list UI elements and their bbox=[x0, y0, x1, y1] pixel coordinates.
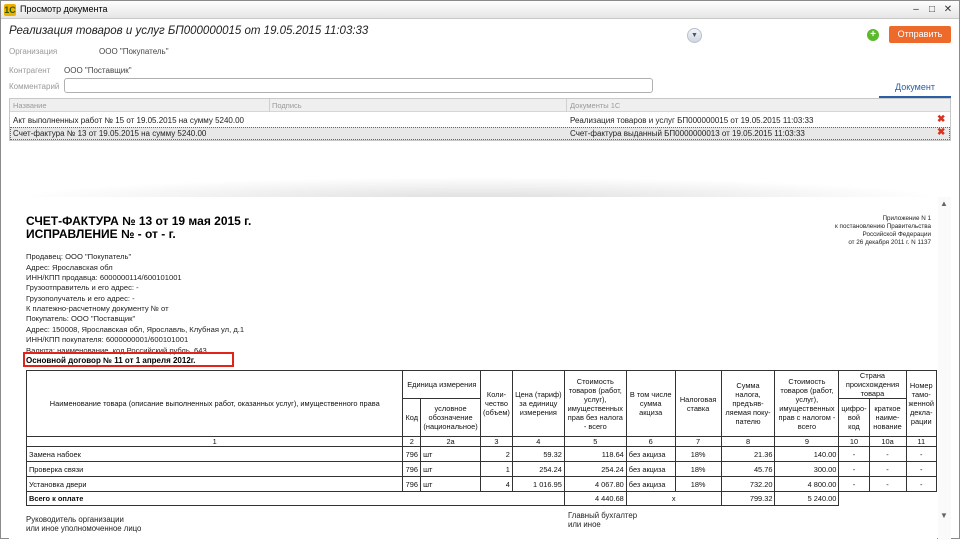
comment-label: Комментарий bbox=[9, 82, 60, 91]
column-number: 7 bbox=[675, 437, 721, 447]
column-number: 8 bbox=[721, 437, 775, 447]
item-unit-code: 796 bbox=[403, 477, 421, 492]
item-country-name: - bbox=[869, 447, 906, 462]
tab-document[interactable]: Документ bbox=[879, 82, 951, 98]
appendix-line: Российской Федерации bbox=[862, 231, 931, 238]
column-number: 10а bbox=[869, 437, 906, 447]
delete-icon[interactable]: ✖ bbox=[937, 127, 946, 138]
delete-icon[interactable]: ✖ bbox=[937, 114, 946, 125]
documents-grid bbox=[9, 98, 951, 141]
row-doc[interactable]: Реализация товаров и услуг БП000000015 от 19.05.2015 11:03:33 bbox=[570, 116, 814, 125]
item-country-name: - bbox=[869, 477, 906, 492]
item-qty: 4 bbox=[481, 477, 513, 492]
scroll-down-icon[interactable]: ▼ bbox=[940, 511, 948, 520]
item-unit-name: шт bbox=[421, 447, 481, 462]
item-tax: 45.76 bbox=[721, 462, 775, 477]
invoice-title bbox=[26, 215, 251, 241]
item-rate: 18% bbox=[675, 462, 721, 477]
item-customs: - bbox=[906, 462, 937, 477]
chevron-down-icon[interactable]: ▼ bbox=[687, 28, 702, 43]
sign-head bbox=[26, 515, 141, 533]
organization-label: Организация bbox=[9, 47, 58, 56]
item-excise: без акциза bbox=[626, 477, 675, 492]
column-number: 10 bbox=[839, 437, 869, 447]
send-button[interactable]: Отправить bbox=[889, 26, 951, 43]
table-row bbox=[27, 447, 937, 462]
invoice-correction-line: ИСПРАВЛЕНИЕ № - от - г. bbox=[26, 227, 176, 241]
total-x: х bbox=[626, 492, 721, 506]
column-number: 2а bbox=[421, 437, 481, 447]
title-bar bbox=[1, 1, 959, 19]
consignee: Грузополучатель и его адрес: - bbox=[26, 294, 135, 303]
buyer-address: Адрес: 150008, Ярославская обл, Ярославль, Клубная ул, д.1 bbox=[26, 325, 245, 334]
item-total: 300.00 bbox=[775, 462, 839, 477]
item-price: 59.32 bbox=[512, 447, 564, 462]
table-row[interactable] bbox=[10, 114, 950, 127]
buyer: Покупатель: ООО "Поставщик" bbox=[26, 314, 136, 323]
close-button[interactable]: ✕ bbox=[943, 4, 953, 15]
column-number: 1 bbox=[27, 437, 403, 447]
item-excise: без акциза bbox=[626, 447, 675, 462]
header-price: Цена (тариф) за единицу измерения bbox=[512, 371, 564, 437]
preview-scrollbar[interactable] bbox=[938, 197, 951, 540]
table-row bbox=[27, 462, 937, 477]
total-row bbox=[27, 492, 937, 506]
item-qty: 1 bbox=[481, 462, 513, 477]
invoice-appendix-note bbox=[781, 215, 931, 247]
item-price: 254.24 bbox=[512, 462, 564, 477]
item-qty: 2 bbox=[481, 447, 513, 462]
item-country-name: - bbox=[869, 462, 906, 477]
sign-accountant bbox=[568, 511, 637, 529]
seller: Продавец: ООО "Покупатель" bbox=[26, 252, 132, 261]
invoice-preview[interactable] bbox=[9, 197, 937, 540]
payment-doc: К платежно-расчетному документу № от bbox=[26, 304, 169, 313]
header-country: Страна происхождения товара bbox=[839, 371, 906, 399]
item-unit-name: шт bbox=[421, 462, 481, 477]
table-row[interactable] bbox=[10, 127, 950, 140]
header-country-code: цифро-вой код bbox=[839, 399, 869, 437]
item-name: Проверка связи bbox=[27, 462, 403, 477]
item-cost: 118.64 bbox=[564, 447, 626, 462]
window-title: Просмотр документа bbox=[20, 4, 108, 14]
item-customs: - bbox=[906, 447, 937, 462]
item-total: 4 800.00 bbox=[775, 477, 839, 492]
add-icon[interactable]: + bbox=[867, 29, 879, 41]
grid-header-name[interactable]: Название bbox=[13, 101, 47, 110]
column-number: 11 bbox=[906, 437, 937, 447]
sign-head-line: Руководитель организации bbox=[26, 515, 124, 524]
buyer-inn: ИНН/КПП покупателя: 6000000001/600101001 bbox=[26, 335, 189, 344]
header-unit: Единица измерения bbox=[403, 371, 481, 399]
item-excise: без акциза bbox=[626, 462, 675, 477]
item-unit-code: 796 bbox=[403, 447, 421, 462]
item-name: Установка двери bbox=[27, 477, 403, 492]
header-name: Наименование товара (описание выполненных работ, оказанных услуг), имущественного права bbox=[27, 371, 403, 437]
item-rate: 18% bbox=[675, 477, 721, 492]
item-name: Замена набоек bbox=[27, 447, 403, 462]
row-name: Счет-фактура № 13 от 19.05.2015 на сумму 5240.00 bbox=[13, 129, 207, 138]
header-qty: Коли-чество (объем) bbox=[481, 371, 513, 437]
header-unit-code: Код bbox=[403, 399, 421, 437]
header-customs: Номер тамо-женной декла-рации bbox=[906, 371, 937, 437]
total-empty bbox=[839, 492, 937, 506]
item-tax: 732.20 bbox=[721, 477, 775, 492]
header-tax: Сумма налога, предъяв-ляемая поку-пателю bbox=[721, 371, 775, 437]
item-total: 140.00 bbox=[775, 447, 839, 462]
item-country-code: - bbox=[839, 462, 869, 477]
seller-address: Адрес: Ярославская обл bbox=[26, 263, 113, 272]
header-cost: Стоимость товаров (работ, услуг), имущественных прав без налога - всего bbox=[564, 371, 626, 437]
column-number: 6 bbox=[626, 437, 675, 447]
item-cost: 254.24 bbox=[564, 462, 626, 477]
total-tax: 799.32 bbox=[721, 492, 775, 506]
item-customs: - bbox=[906, 477, 937, 492]
preview-divider-shadow bbox=[9, 177, 951, 199]
header-excise: В том числе сумма акциза bbox=[626, 371, 675, 437]
item-country-code: - bbox=[839, 447, 869, 462]
scroll-up-icon[interactable]: ▲ bbox=[940, 199, 948, 208]
header-country-name: краткое наиме-нование bbox=[869, 399, 906, 437]
header-unit-name: условное обозначение (национальное) bbox=[421, 399, 481, 437]
maximize-button[interactable]: □ bbox=[928, 4, 936, 15]
total-label: Всего к оплате bbox=[27, 492, 565, 506]
row-name: Акт выполненных работ № 15 от 19.05.2015 на сумму 5240.00 bbox=[13, 116, 244, 125]
column-number: 3 bbox=[481, 437, 513, 447]
column-number: 5 bbox=[564, 437, 626, 447]
sign-accountant-line: Главный бухгалтер bbox=[568, 511, 638, 520]
column-numbers-row bbox=[27, 437, 937, 447]
contractor-label: Контрагент bbox=[9, 66, 51, 75]
item-rate: 18% bbox=[675, 447, 721, 462]
comment-input[interactable] bbox=[64, 78, 653, 93]
column-number: 2 bbox=[403, 437, 421, 447]
app-1c-icon: 1C bbox=[4, 5, 16, 15]
minimize-button[interactable]: – bbox=[913, 4, 919, 15]
appendix-line: Приложение N 1 bbox=[882, 215, 931, 222]
header-rate: Налоговая ставка bbox=[675, 371, 721, 437]
seller-inn: ИНН/КПП продавца: 6000000114/600101001 bbox=[26, 273, 182, 282]
row-doc[interactable]: Счет-фактура выданный БП0000000013 от 19.05.2015 11:03:33 bbox=[570, 129, 805, 138]
appendix-line: к постановлению Правительства bbox=[835, 223, 931, 230]
currency: Валюта: наименование, код Российский рубль, 643 bbox=[26, 346, 207, 355]
item-country-code: - bbox=[839, 477, 869, 492]
column-number: 9 bbox=[775, 437, 839, 447]
invoice-table bbox=[26, 370, 937, 506]
total-cost: 4 440.68 bbox=[564, 492, 626, 506]
item-cost: 4 067.80 bbox=[564, 477, 626, 492]
sign-head-line: или иное уполномоченное лицо bbox=[26, 524, 142, 533]
item-unit-name: шт bbox=[421, 477, 481, 492]
organization-value: ООО "Покупатель" bbox=[99, 47, 169, 56]
invoice-title-line: СЧЕТ-ФАКТУРА № 13 от 19 мая 2015 г. bbox=[26, 214, 252, 228]
item-price: 1 016.95 bbox=[512, 477, 564, 492]
table-row bbox=[27, 477, 937, 492]
column-number: 4 bbox=[512, 437, 564, 447]
shipper: Грузоотправитель и его адрес: - bbox=[26, 283, 139, 292]
contract-line: Основной договор № 11 от 1 апреля 2012г. bbox=[26, 356, 196, 365]
header-total: Стоимость товаров (работ, услуг), имущественных прав с налогом - всего bbox=[775, 371, 839, 437]
appendix-line: от 26 декабря 2011 г. N 1137 bbox=[848, 239, 931, 246]
total-sum: 5 240.00 bbox=[775, 492, 839, 506]
grid-header-sign[interactable]: Подпись bbox=[272, 101, 302, 110]
grid-header-docs[interactable]: Документы 1С bbox=[570, 101, 621, 110]
grid-header bbox=[10, 99, 950, 112]
contractor-value: ООО "Поставщик" bbox=[64, 66, 132, 75]
item-unit-code: 796 bbox=[403, 462, 421, 477]
sign-accountant-line: или иное bbox=[568, 520, 601, 529]
document-header-title: Реализация товаров и услуг БП000000015 от 19.05.2015 11:03:33 bbox=[9, 25, 369, 37]
item-tax: 21.36 bbox=[721, 447, 775, 462]
